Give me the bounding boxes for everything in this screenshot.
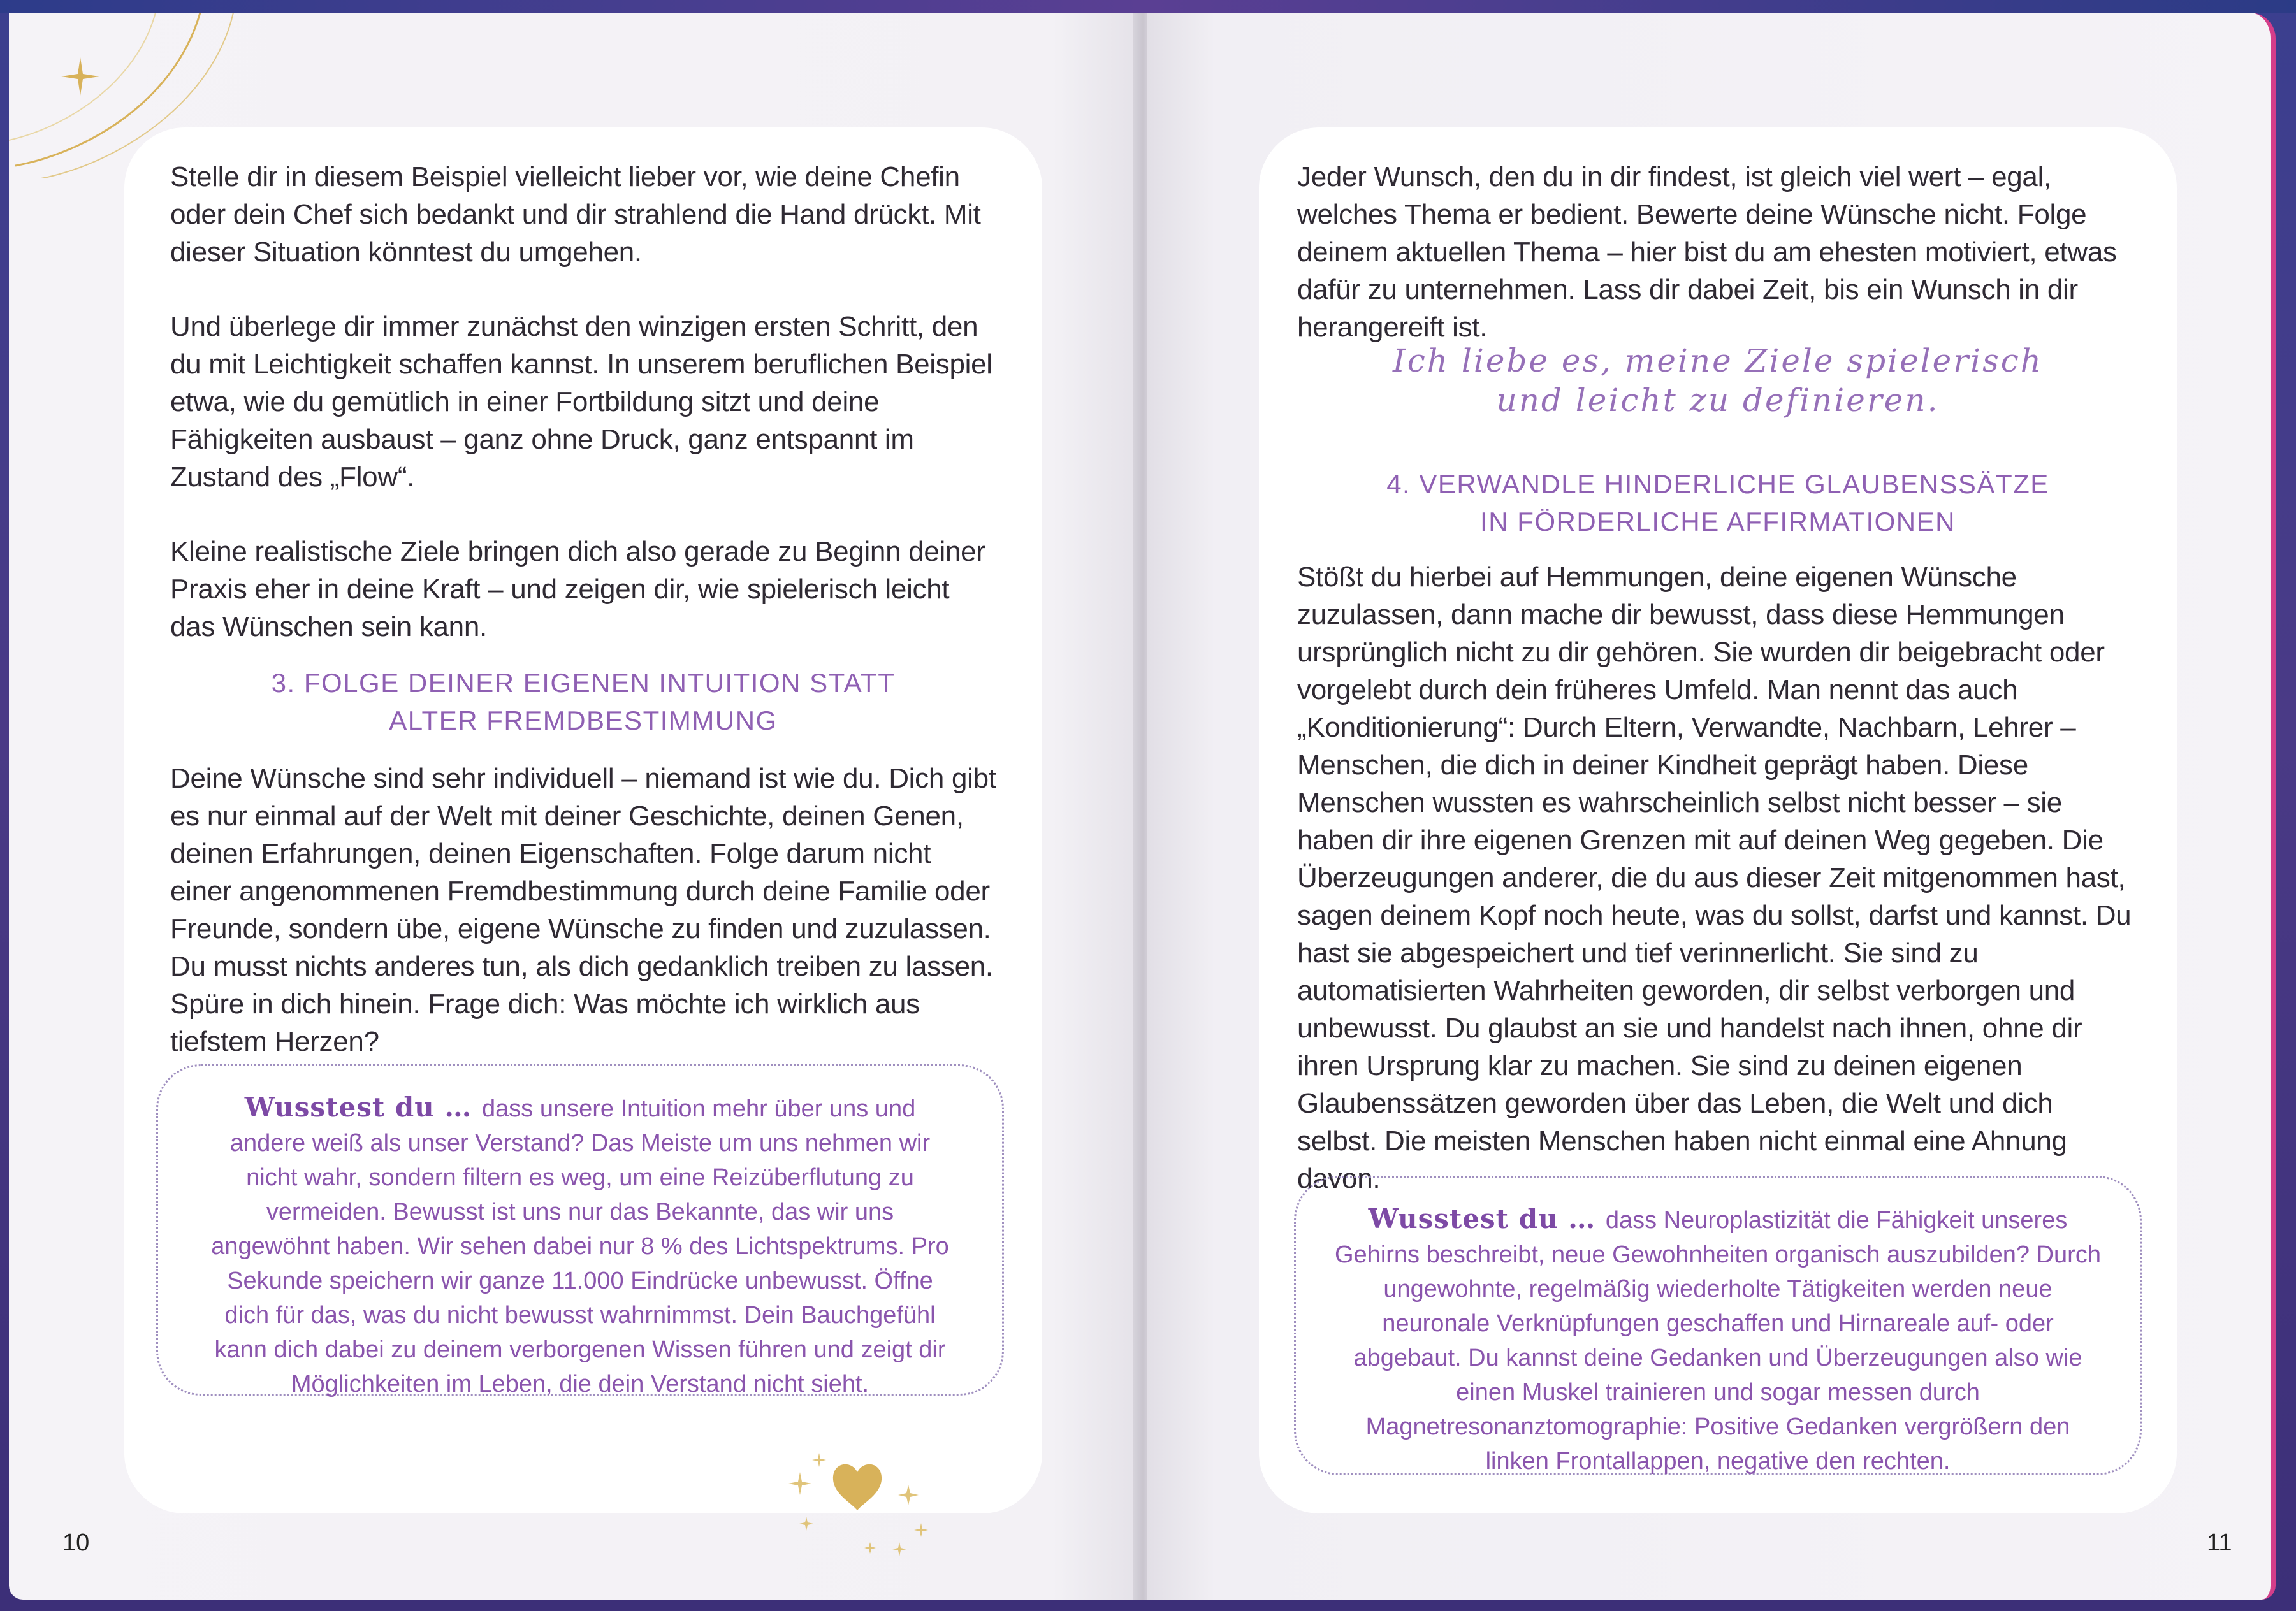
info-box-text: dass unsere Intuition mehr über uns und andere weiß als unser Verstand? Das Meiste um uns nehmen wir nicht wahr, sondern filtern es weg, um eine Reizüberflutung zu vermeiden. Bewusst ist uns nur das Bekannte, das wir uns angewöhnt haben. Wir sehen dabei nur 8 % des Lichtspektrums. Pro Sekunde speichern wir ganze 11.000 Eindrücke unbewusst. Öffne dich für das, was du nicht bewusst wahrnimmst. Dein Bauchgefühl kann dich dabei zu deinem verborgenen Wissen führen und zeigt dir Möglichkeiten im Leben, die dein Verstand nicht sieht. — [211, 1095, 949, 1398]
section-4-text: Stößt du hierbei auf Hemmungen, deine eigenen Wünsche zuzulassen, dann mache dir bewusst, dass diese Hemmungen ursprünglich nicht zu dir gehören. Sie wurden dir beigebracht oder vorgelebt durch dein früheres Umfeld. Man nennt das auch „Konditionierung“: Durch Eltern, Verwandte, Nachbarn, Lehrer – Menschen, die dich in deiner Kindheit geprägt haben. Diese Menschen wussten es wahrscheinlich selbst nicht besser – sie haben dir ihre eigenen Grenzen mit auf deinen Weg gegeben. Die Überzeugungen anderer, die du aus dieser Zeit mitgenommen hast, sagen deinem Kopf noch heute, was du sollst, darfst und kannst. Du hast sie abgespeichert und tief verinnerlicht. Sie sind zu automatisierten Wahrheiten geworden, dir selbst verborgen und unbewusst. Du glaubst an sie und handelst nach ihnen, ohne dir ihren Ursprung klar zu machen. Sie sind zu deinen eigenen Glaubenssätzen geworden über das Leben, die Welt und dich selbst. Die meisten Menschen haben nicht einmal eine Ahnung davon. — [1297, 561, 2132, 1194]
info-box-lead: Wusstest du … — [244, 1092, 483, 1123]
left-text-card — [124, 127, 1042, 1513]
affirmation-quote: Ich liebe es, meine Ziele spielerisch und leicht zu definieren. — [1392, 342, 2043, 419]
paragraph: Und überlege dir immer zunächst den winzigen ersten Schritt, den du mit Leichtigkeit schaffen kannst. In unserem beruflichen Beispiel etwa, wie du gemütlich in einer Fortbildung sitzt und deine Fähigkeiten ausbaust – ganz ohne Druck, ganz entspannt im Zustand des „Flow“. — [170, 311, 992, 493]
sparkle-icon — [61, 57, 99, 96]
info-box-text: dass Neuroplastizität die Fähigkeit unseres Gehirns beschreibt, neue Gewohnheiten organisch auszubilden? Durch ungewohnte, regelmäßig wiederholte Tätigkeiten werden neue neuronale Verknüpfungen geschaffen und Hirnareale auf- oder abgebaut. Du kannst deine Gedanken und Überzeugungen also wie einen Muskel trainieren und sogar messen durch Magnetresonanztomographie: Positive Gedanken vergrößern den linken Frontallappen, negative den rechten. — [1335, 1207, 2101, 1475]
info-box-neuroplasticity — [1294, 1176, 2142, 1475]
section-heading-4: 4. VERWANDLE HINDERLICHE GLAUBENSSÄTZE IN FÖRDERLICHE AFFIRMATIONEN — [1386, 469, 2049, 537]
section-heading-3: 3. FOLGE DEINER EIGENEN INTUITION STATT ALTER FREMDBESTIMMUNG — [271, 668, 896, 735]
paragraph: Kleine realistische Ziele bringen dich also gerade zu Beginn deiner Praxis eher in deine Kraft – und zeigen dir, wie spielerisch leicht das Wünschen sein kann. — [170, 536, 985, 642]
page-number-left: 10 — [62, 1529, 90, 1556]
section-3-text: Deine Wünsche sind sehr individuell – niemand ist wie du. Dich gibt es nur einmal auf der Welt mit deiner Geschichte, deinen Genen, deinen Erfahrungen, deinen Eigenschaften. Folge darum nicht einer angenommenen Fremdbestimmung durch deine Familie oder Freunde, sondern übe, eigene Wünsche zu finden und zuzulassen. Du musst nichts anderes tun, als dich gedanklich treiben zu lassen. Spüre in dich hinein. Frage dich: Was möchte ich wirklich aus tiefstem Herzen? — [170, 763, 996, 1057]
book-cover-edge — [0, 0, 2296, 13]
paragraph: Stelle dir in diesem Beispiel vielleicht lieber vor, wie deine Chefin oder dein Chef sich bedankt und dir strahlend die Hand drückt. Mit dieser Situation könntest du umgehen. — [170, 161, 981, 268]
right-intro-text: Jeder Wunsch, den du in dir findest, ist gleich viel wert – egal, welches Thema er bedient. Bewerte deine Wünsche nicht. Folge deinem aktuellen Thema – hier bist du am ehesten motiviert, etwas dafür zu unternehmen. Lass dir dabei Zeit, bis ein Wunsch in dir herangereift ist. — [1297, 161, 2117, 343]
heart-sparkles-icon — [781, 1447, 934, 1561]
page-number-right: 11 — [2207, 1529, 2232, 1556]
info-box-intuition — [156, 1064, 1004, 1396]
right-text-card — [1259, 127, 2177, 1513]
left-intro-paragraphs — [170, 158, 999, 683]
info-box-lead: Wusstest du … — [1368, 1203, 1606, 1234]
